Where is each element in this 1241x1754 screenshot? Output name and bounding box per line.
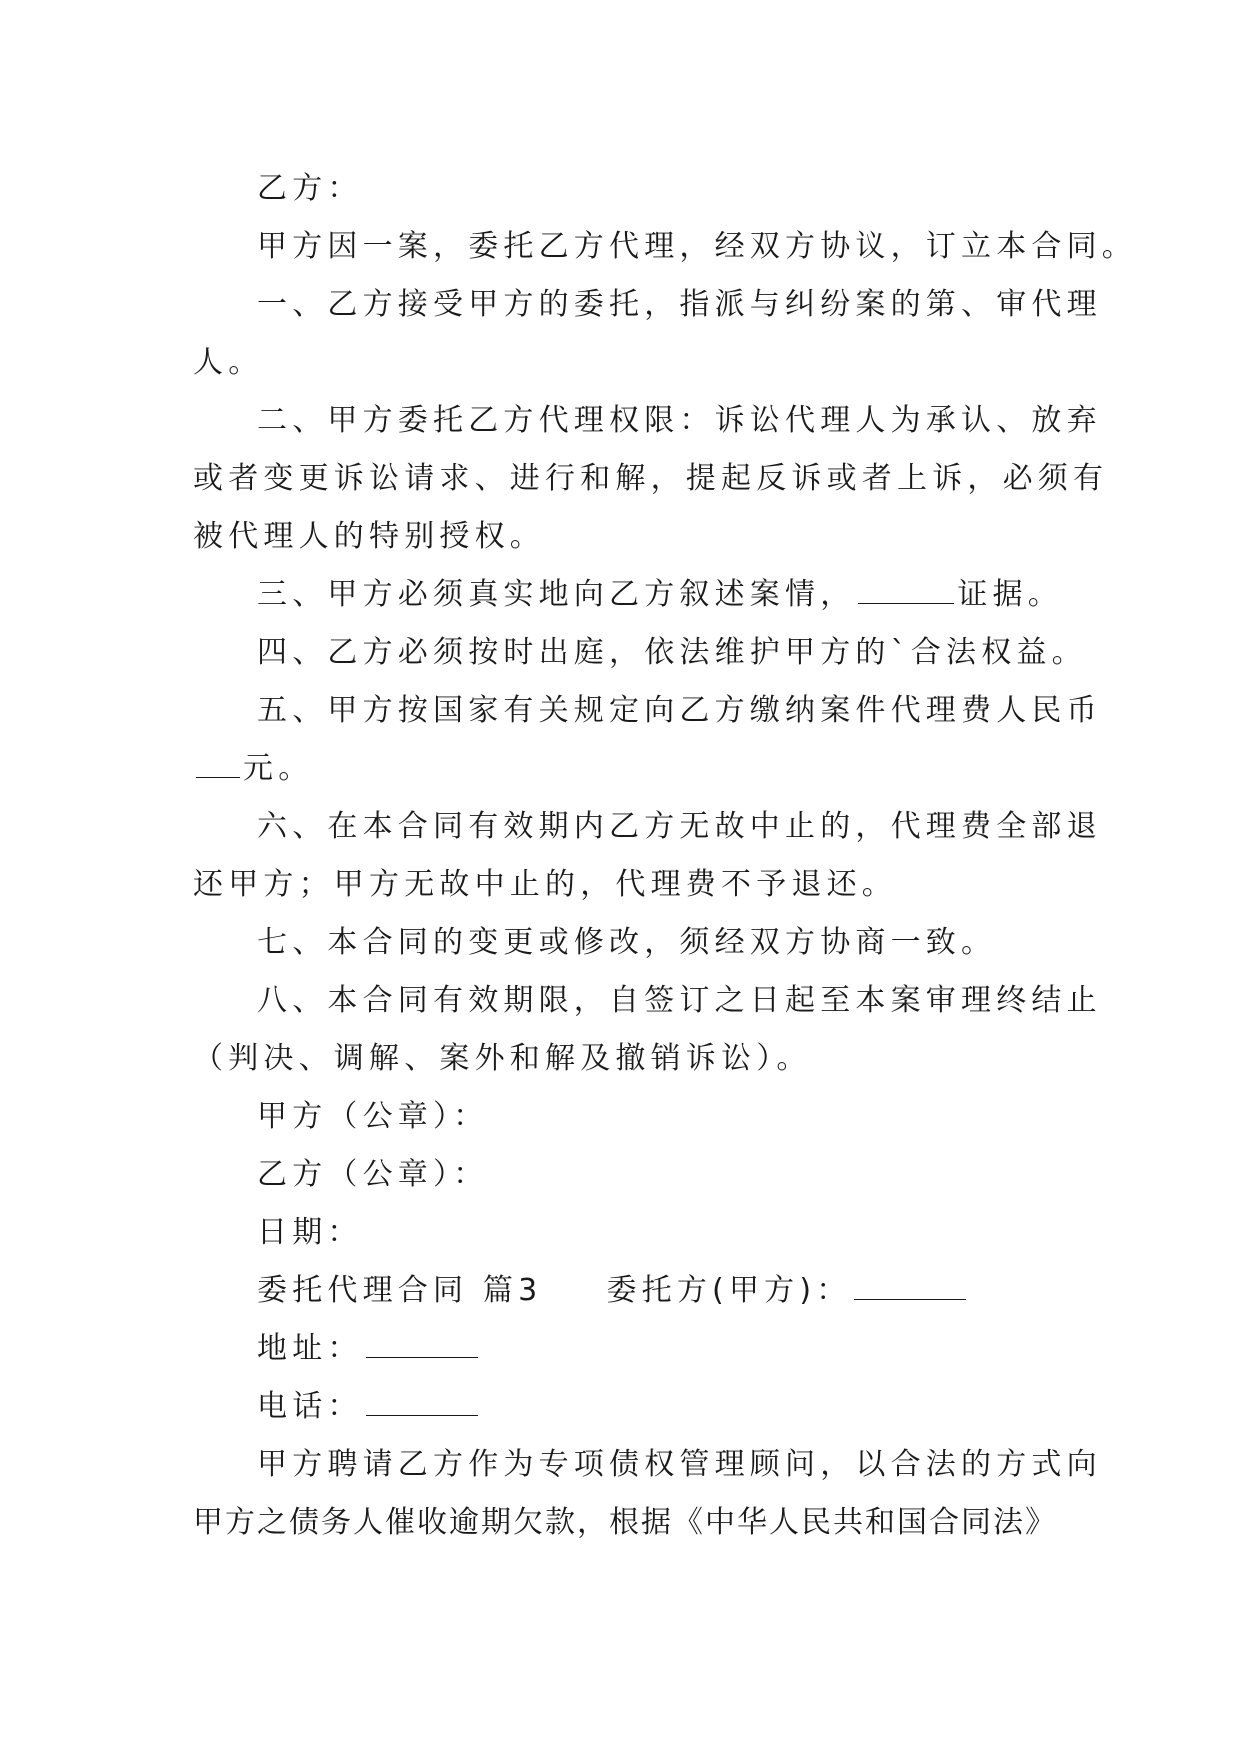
client-party-label: 委托方(甲方)： [606,1273,852,1308]
clause-4: 四、乙方必须按时出庭，依法维护甲方的`合法权益。 [257,635,1087,670]
phone-line [193,1378,1049,1436]
address-label: 地址： [257,1331,363,1366]
intro-paragraph: 甲方因一案，委托乙方代理，经双方协议，订立本合同。 [257,229,1137,264]
evidence-blank [858,573,954,604]
phone-blank [366,1385,478,1416]
clause-3-suffix: 证据。 [957,577,1064,612]
address-blank [366,1327,478,1358]
clause-6-line-2: 还甲方；甲方无故中止的，代理费不予退还。 [193,867,897,902]
clause-3-text: 三、甲方必须真实地向乙方叙述案情， [257,577,856,612]
contract-3-body-line-1: 甲方聘请乙方作为专项债权管理顾问，以合法的方式向 [257,1447,1102,1482]
clause-5-line-2 [193,740,1049,798]
clause-1-line-1: 一、乙方接受甲方的委托，指派与纠纷案的第、审代理 [257,287,1102,322]
clause-3 [193,566,1064,624]
party-b-label: 乙方： [257,171,363,206]
contract-3-title: 委托代理合同 篇3 [257,1273,543,1308]
fee-amount-blank [196,747,240,778]
clause-6-line-1: 六、在本合同有效期内乙方无故中止的，代理费全部退 [257,809,1102,844]
clause-2-line-2: 或者变更诉讼请求、进行和解，提起反诉或者上诉，必须有 [193,461,1109,496]
client-name-blank [854,1269,966,1300]
contract-3-body-line-2: 甲方之债务人催收逾期欠款，根据《中华人民共和国合同法》 [193,1505,1057,1540]
phone-label: 电话： [257,1389,363,1424]
date-label: 日期： [257,1215,363,1250]
clause-8-line-2: （判决、调解、案外和解及撤销诉讼）。 [193,1041,812,1076]
clause-5-line-1: 五、甲方按国家有关规定向乙方缴纳案件代理费人民币 [257,693,1102,728]
clause-5-suffix: 元。 [243,751,314,786]
clause-7: 七、本合同的变更或修改，须经双方协商一致。 [257,925,997,960]
clause-1-line-2: 人。 [193,345,264,380]
party-a-seal: 甲方（公章）： [257,1099,489,1134]
address-line [193,1320,1049,1378]
document-body [193,160,1137,1552]
clause-8-line-1: 八、本合同有效期限，自签订之日起至本案审理终结止 [257,983,1102,1018]
clause-2-line-3: 被代理人的特别授权。 [193,519,545,554]
clause-2-line-1: 二、甲方委托乙方代理权限：诉讼代理人为承认、放弃 [257,403,1102,438]
contract-3-header [193,1262,1049,1320]
party-b-seal: 乙方（公章）： [257,1157,489,1192]
